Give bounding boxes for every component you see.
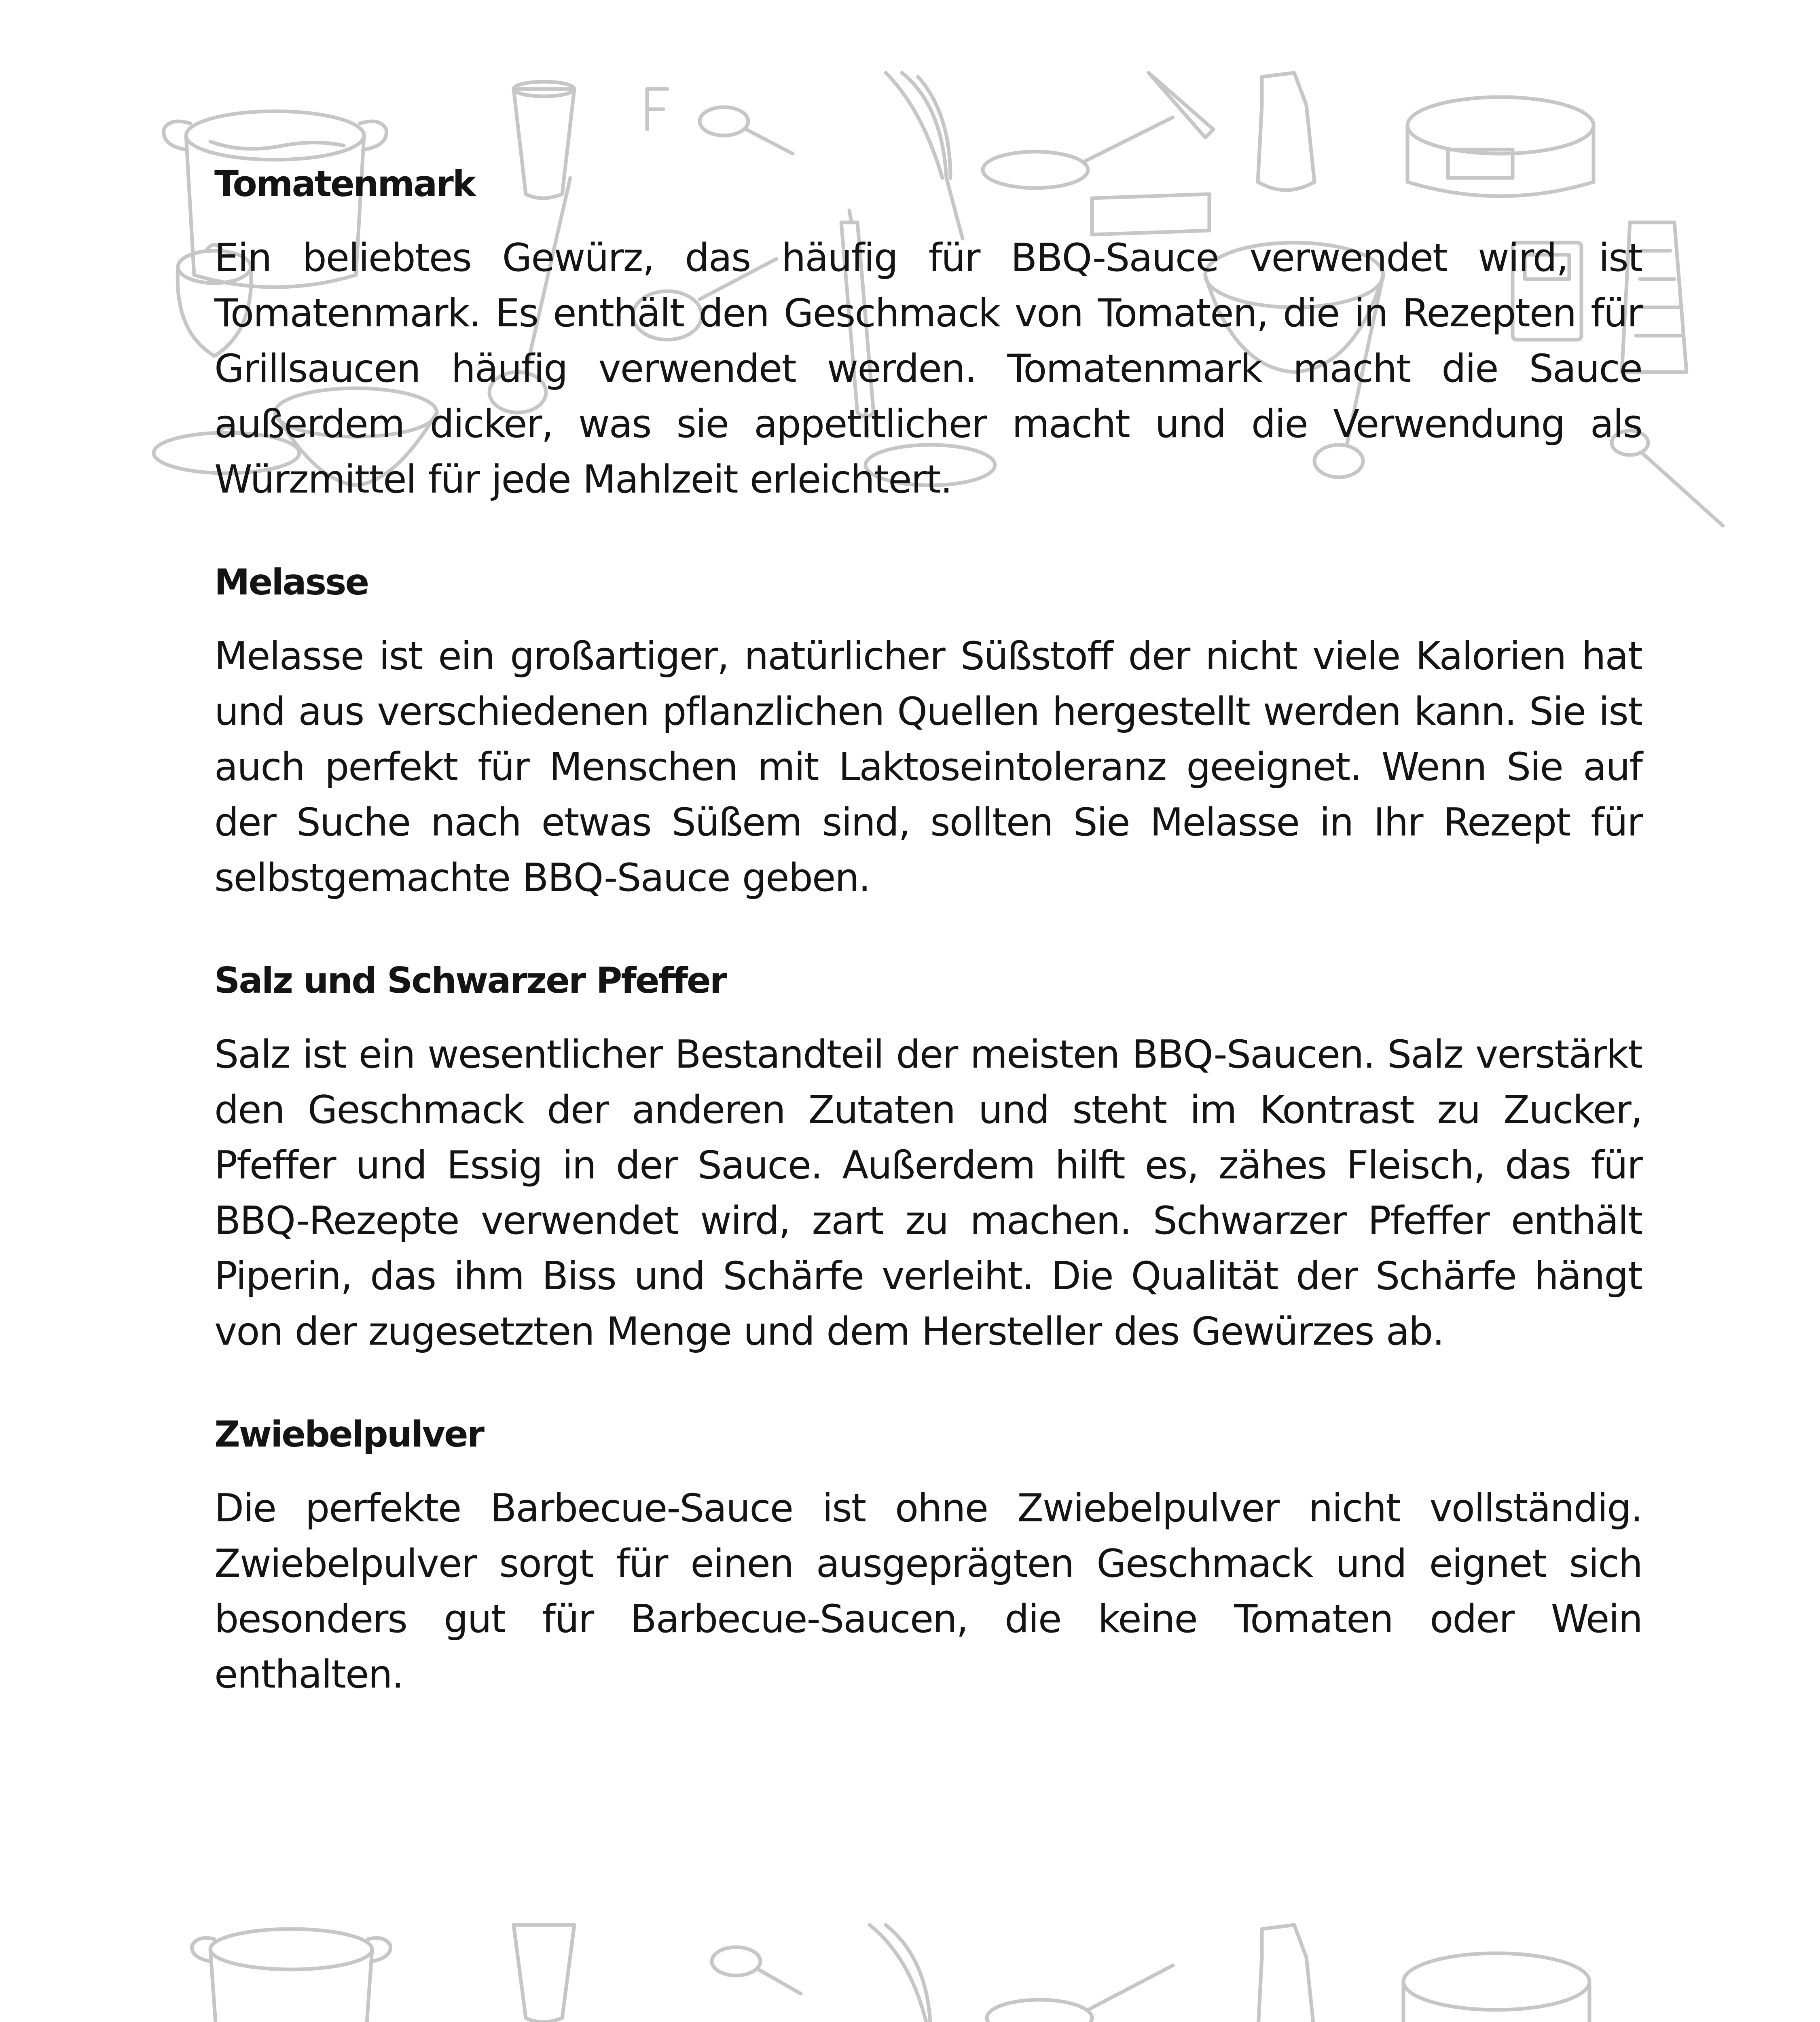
spoon-icon <box>712 1947 801 1994</box>
page-content <box>214 158 1642 1751</box>
spoon-icon <box>647 89 793 154</box>
section-zwiebelpulver <box>214 1408 1642 1703</box>
section-tomatenmark <box>214 158 1642 508</box>
section-melasse <box>214 556 1642 906</box>
knife-icon <box>1149 73 1213 137</box>
glass-icon <box>514 1925 574 2022</box>
section-salz-und-pfeffer <box>214 954 1642 1360</box>
cooking-pot-icon <box>192 1929 391 2022</box>
jug-icon <box>1258 1925 1314 2022</box>
section-heading: Salz und Schwarzer Pfeffer <box>214 960 726 1001</box>
frying-pan-icon <box>987 1965 1173 2022</box>
section-body: Ein beliebtes Gewürz, das häufig für BBQ-Sauce verwendet wird, ist Tomatenmark. Es enthält den Geschmack von Tomaten, die in Rezepten für Grillsaucen häufig verwendet werden. Tomatenmark macht die Sauce außerdem dicker, was sie appetitlicher macht und die Verwendung als Würzmittel für jede Mahlzeit erleichtert. <box>214 236 1642 502</box>
cake-tin-icon <box>1403 1953 1589 2022</box>
section-body: Salz ist ein wesentlicher Bestandteil der meisten BBQ-Saucen. Salz verstärkt den Geschmack der anderen Zutaten und steht im Kontrast zu Zucker, Pfeffer und Essig in der Sauce. Außerdem hilft es, zähes Fleisch, das für BBQ-Rezepte verwendet wird, zart zu machen. Schwarzer Pfeffer enthält Piperin, das ihm Biss und Schärfe verleiht. Die Qualität der Schärfe hängt von der zugesetzten Menge und dem Hersteller des Gewürzes ab. <box>214 1032 1642 1354</box>
section-heading: Zwiebelpulver <box>214 1413 484 1455</box>
kitchen-utensils-decoration-bottom <box>0 1917 1820 2022</box>
section-body: Melasse ist ein großartiger, natürlicher Süßstoff der nicht viele Kalorien hat und aus verschiedenen pflanzlichen Quellen hergestellt werden kann. Sie ist auch perfekt für Menschen mit Laktoseintoleranz geeignet. Wenn Sie auf der Suche nach etwas Süßem sind, sollten Sie Melasse in Ihr Rezept für selbstgemachte BBQ-Sauce geben. <box>214 634 1642 900</box>
section-heading: Tomatenmark <box>214 163 475 205</box>
whisk-icon <box>870 1925 946 2022</box>
section-body: Die perfekte Barbecue-Sauce ist ohne Zwiebelpulver nicht vollständig. Zwiebelpulver sorgt für einen ausgeprägten Geschmack und eignet sich besonders gut für Barbecue-Saucen, die keine Tomaten oder Wein enthalten. <box>214 1486 1642 1697</box>
section-heading: Melasse <box>214 561 368 603</box>
